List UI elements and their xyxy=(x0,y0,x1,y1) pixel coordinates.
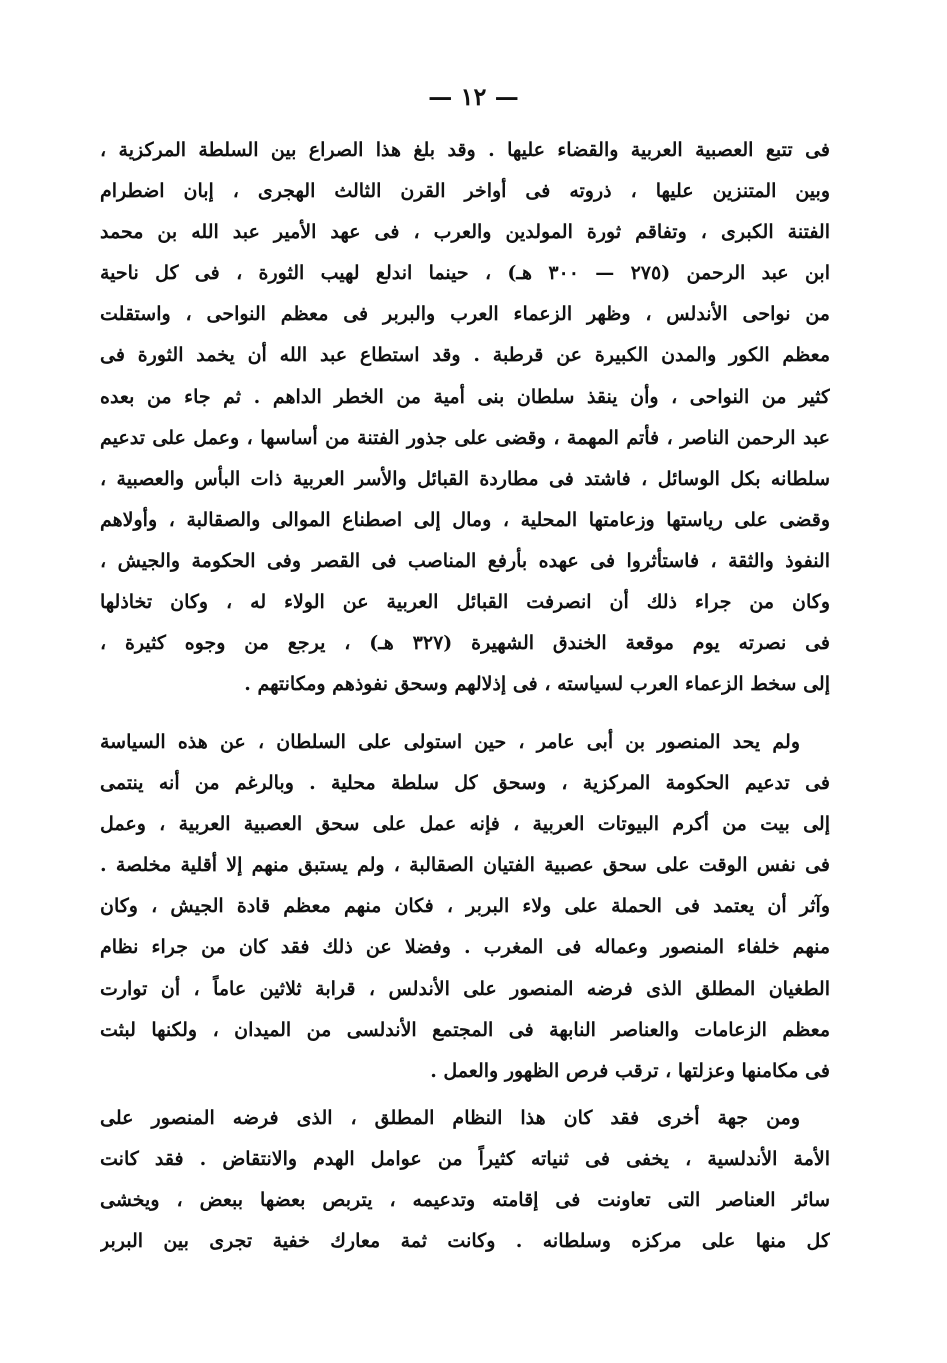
text-line: سائر العناصر التى تعاونت فى إقامته وتدعيمه ، يتربص بعضها ببعض ، ويخشى xyxy=(100,1189,830,1212)
text-line: وبين المتنزين عليها ، ذروته فى أواخر القرن الثالث الهجرى ، إبان اضطرام xyxy=(100,180,830,203)
text-line: النفوذ والثقة ، فاستأثروا فى عهده بأرفع المناصب فى القصر وفى الحكومة والجيش ، xyxy=(100,549,830,572)
text-line: ومن جهة أخرى فقد كان هذا النظام المطلق ، الذى فرضه المنصور على xyxy=(100,1107,800,1129)
text-line: معظم الزعامات والعناصر النابهة فى المجتمع الأندلسى من الميدان ، ولكنها لبثت xyxy=(100,1018,830,1041)
text-line: وكان من جراء ذلك أن انصرفت القبائل العربية عن الولاء له ، وكان تخاذلها xyxy=(100,591,830,614)
text-line: فى مكامنها وعزلتها ، ترقب فرص الظهور والعمل . xyxy=(430,1059,830,1082)
text-line: وآثر أن يعتمد فى الحملة على ولاء البربر ، فكان منهم معظم قادة الجيش ، وكان xyxy=(100,895,830,918)
text-line: كل منها على مركزه وسلطانه . وكانت ثمة معارك خفية تجرى بين البربر xyxy=(100,1230,830,1253)
paragraph-2 xyxy=(100,722,830,1092)
text-line: الأمة الأندلسية ، يخفى فى ثنياته كثيراً من عوامل الهدم والانتقاض . فقد كانت xyxy=(100,1148,830,1171)
text-line: كثير من النواحى ، وأن ينقذ سلطان بنى أمية من الخطر الداهم . ثم جاء من بعده xyxy=(100,385,830,408)
text-line: من نواحى الأندلس ، وظهر الزعماء العرب والبربر فى معظم النواحى ، واستقلت xyxy=(100,303,830,326)
text-line: ابن عبد الرحمن (٢٧٥ — ٣٠٠ هـ) ، حينما اندلع لهيب الثورة ، فى كل ناحية xyxy=(100,262,830,285)
text-line: معظم الكور والمدن الكبيرة عن قرطبة . وقد استطاع عبد الله أن يخمد الثورة فى xyxy=(100,344,830,367)
text-line: ولم يحد المنصور بن أبى عامر ، حين استولى على السلطان ، عن هذه السياسة xyxy=(100,731,800,753)
text-line: فى تتبع العصبية العربية والقضاء عليها . وقد بلغ هذا الصراع بين السلطة المركزية ، xyxy=(100,139,830,161)
text-line: الطغيان المطلق الذى فرضه المنصور على الأندلس ، قرابة ثلاثين عاماً ، أن توارت xyxy=(100,977,830,1000)
text-line: فى نفس الوقت على سحق عصبية الفتيان الصقالبة ، ولم يستبق منهم إلا أقلية مخلصة . xyxy=(100,854,830,877)
text-line: إلى سخط الزعماء العرب لسياسته ، فى إذلالهم وسحق نفوذهم ومكانتهم . xyxy=(244,673,830,696)
paragraph-3 xyxy=(100,1098,830,1262)
text-line: وقضى على رياستها وزعامتها المحلية ، ومال إلى اصطناع الموالى والصقالبة ، وأولاهم xyxy=(100,508,830,531)
paragraph-1 xyxy=(100,130,830,705)
page-number: — ١٢ — xyxy=(428,82,519,111)
text-line: سلطانه بكل الوسائل ، فاشتد فى مطاردة القبائل والأسر العربية ذات البأس والعصبية ، xyxy=(100,467,830,490)
text-line: منهم خلفاء المنصور وعماله فى المغرب . وفضلا عن ذلك فقد كان من جراء نظام xyxy=(100,936,830,959)
text-line: عبد الرحمن الناصر ، فأتم المهمة ، وقضى على جذور الفتنة من أساسها ، وعمل على تدعيم xyxy=(100,426,830,449)
text-line: فى نصرته يوم موقعة الخندق الشهيرة (٣٢٧ هـ) ، يرجع من وجوه كثيرة ، xyxy=(100,632,830,655)
text-line: إلى بيت من أكرم البيوتات العربية ، فإنه عمل على سحق العصبية العربية ، وعمل xyxy=(100,813,830,836)
text-line: الفتنة الكبرى ، وتفاقم ثورة المولدين والعرب ، فى عهد الأمير عبد الله بن محمد xyxy=(100,221,830,244)
text-line: فى تدعيم الحكومة المركزية ، وسحق كل سلطة محلية . وبالرغم من أنه ينتمى xyxy=(100,772,830,795)
